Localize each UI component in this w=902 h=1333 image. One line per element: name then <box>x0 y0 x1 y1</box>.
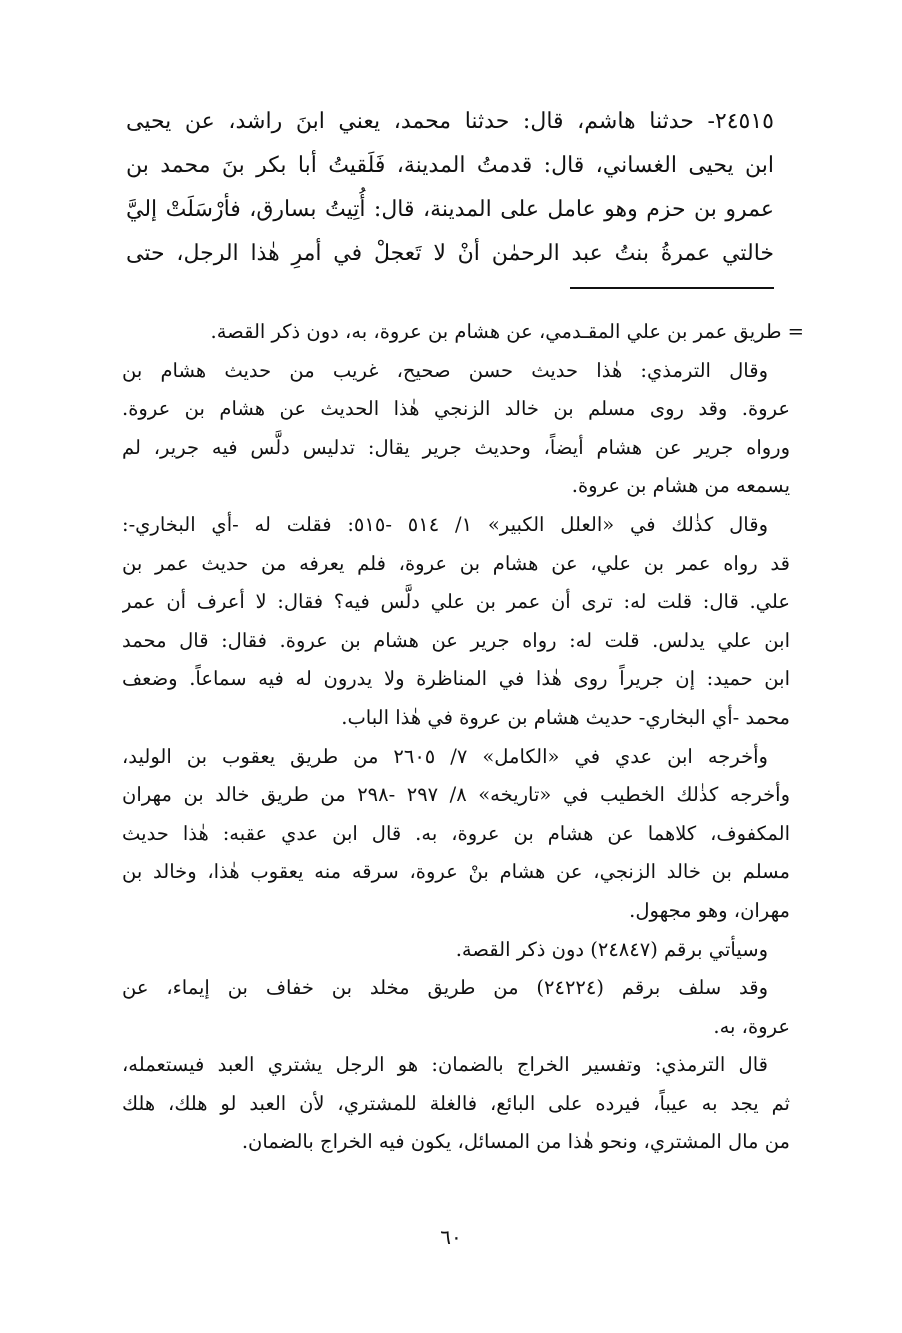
page-number: ٦٠ <box>440 1225 462 1249</box>
footnote-paragraph <box>122 313 804 352</box>
footnote-line: وقال الترمذي: هٰذا حديث حسن صحيح، غريب من حديث هشام بن <box>122 358 768 382</box>
footnote-line: وقال كذٰلك في «العلل الكبير» ١/ ٥١٤ -٥١٥: فقلت له -أي البخاري-: <box>122 512 768 536</box>
footnote-paragraph <box>122 352 790 506</box>
hadith-text <box>126 100 774 276</box>
footnote-line: وقد سلف برقم (٢٤٢٢٤) من طريق مخلد بن خفاف بن إيماء، عن <box>122 976 768 1000</box>
footnote-line: ابن حميد: إن جريراً روى هٰذا في المناظرة ولا يدرون له فيه سماعاً. وضعف <box>122 667 790 691</box>
footnote-paragraph <box>122 738 790 931</box>
footnote-line: من مال المشتري، ونحو هٰذا من المسائل، يكون فيه الخراج بالضمان. <box>241 1130 790 1154</box>
footnote-line: يسمعه من هشام بن عروة. <box>571 474 790 498</box>
footnote-separator <box>570 287 774 289</box>
footnote-line: عروة، به. <box>713 1014 790 1038</box>
footnote-line: ورواه جرير عن هشام أيضاً، وحديث جرير يقال: تدليس دلَّس فيه جرير، لم <box>122 435 790 459</box>
footnote-paragraph <box>122 1046 790 1162</box>
hadith-line: خالتي عمرةُ بنتُ عبد الرحمٰن أنْ لا تَعجلْ في أمرِ هٰذا الرجل، حتى <box>126 241 774 266</box>
footnote-line: مهران، وهو مجهول. <box>629 898 790 922</box>
footnote-line: محمد -أي البخاري- حديث هشام بن عروة في هٰذا الباب. <box>341 705 790 729</box>
footnote-line: علي. قال: قلت له: ترى أن عمر بن علي دلَّس فيه؟ فقال: لا أعرف أن عمر <box>122 590 790 614</box>
footnote-paragraph <box>122 969 790 1046</box>
hadith-line: عمرو بن حزم وهو عامل على المدينة، قال: أُتِيتُ بسارق، فأرْسَلَتْ إليَّ <box>126 197 774 222</box>
footnote-line: المكفوف، كلاهما عن هشام بن عروة، به. قال ابن عدي عقبه: هٰذا حديث <box>122 821 790 845</box>
footnote-paragraph <box>122 506 790 738</box>
footnote-paragraph <box>122 931 790 970</box>
hadith-line: ٢٤٥١٥- حدثنا هاشم، قال: حدثنا محمد، يعني ابنَ راشد، عن يحيى <box>126 109 774 134</box>
footnote-line: وأخرجه ابن عدي في «الكامل» ٧/ ٢٦٠٥ من طريق يعقوب بن الوليد، <box>122 744 768 768</box>
footnotes <box>122 313 804 1162</box>
footnote-line: قال الترمذي: وتفسير الخراج بالضمان: هو الرجل يشتري العبد فيستعمله، <box>122 1053 768 1077</box>
footnote-line: مسلم بن خالد الزنجي، عن هشام بنْ عروة، سرقه منه يعقوب هٰذا، وخالد بن <box>122 860 790 884</box>
footnote-line: وسيأتي برقم (٢٤٨٤٧) دون ذكر القصة. <box>455 937 768 961</box>
footnote-line: ثم يجد به عيباً، فيرده على البائع، فالغلة للمشتري، لأن العبد لو هلك، هلك <box>122 1091 790 1115</box>
footnote-line: = طريق عمر بن علي المقـدمي، عن هشام بن عروة، به، دون ذكر القصة. <box>210 320 804 343</box>
footnote-line: عروة. وقد روى مسلم بن خالد الزنجي هٰذا الحديث عن هشام بن عروة. <box>122 397 790 421</box>
footnote-line: وأخرجه كذٰلك الخطيب في «تاريخه» ٨/ ٢٩٧ -٢٩٨ من طريق خالد بن مهران <box>122 783 790 807</box>
footnote-line: قد رواه عمر بن علي، عن هشام بن عروة، فلم يعرفه من حديث عمر بن <box>122 551 790 575</box>
hadith-line: ابن يحيى الغساني، قال: قدمتُ المدينة، فَلَقيتُ أبا بكر بنَ محمد بن <box>126 153 774 178</box>
footnote-line: ابن علي يدلس. قلت له: رواه جرير عن هشام بن عروة. فقال: قال محمد <box>122 628 790 652</box>
